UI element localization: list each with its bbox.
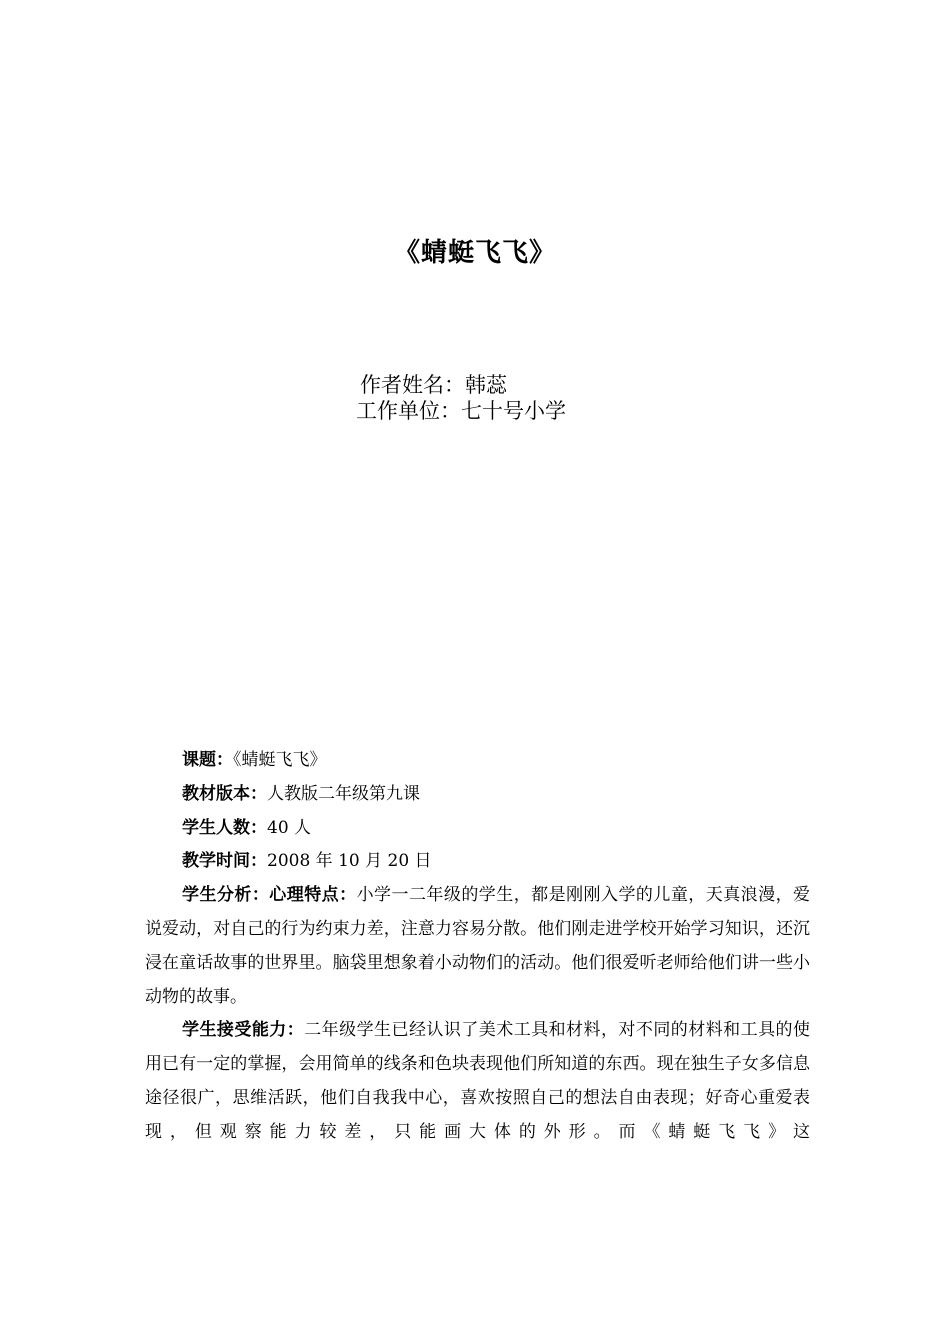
analysis-sublabel: 心理特点： [269,885,357,906]
document-title: 《蜻蜓飞飞》 [393,238,556,268]
ability-text: 二年级学生已经认识了美术工具和材料，对不同的材料和工具的使用已有一定的掌握，会用简单的线条和色块表现他们所知道的东西。现在独生子女多信息途径很广，思维活跃，他们自我我中心，喜欢按照自己的想法自由表现；好奇心重爱表现，但观察能力较差，只能画大体的外形。而《蜻蜓飞飞》这 [145,1020,811,1142]
unit-label: 工作单位： [356,399,461,423]
students-value: 40 人 [267,817,312,838]
time-label: 教学时间： [182,851,267,872]
author-line [356,372,566,398]
time-line [145,845,810,879]
analysis-text: 小学一二年级的学生，都是刚刚入学的儿童，天真浪漫，爱说爱动，对自己的行为约束力差，注意力容易分散。他们刚走进学校开始学习知识，还沉浸在童话故事的世界里。脑袋里想象着小动物们的活动。他们很爱听老师给他们讲一些小动物的故事。 [145,885,811,1007]
topic-line [145,744,810,778]
topic-value: 《蜻蜓飞飞》 [233,750,327,770]
students-line [145,812,810,846]
topic-label: 课题： [182,750,233,770]
ability-label: 学生接受能力： [182,1020,305,1041]
author-block [356,372,566,424]
students-label: 学生人数： [182,817,267,838]
edition-value: 人教版二年级第九课 [267,783,420,804]
document-body [145,744,810,1150]
author-name: 韩蕊 [465,373,507,397]
analysis-label: 学生分析： [182,885,270,906]
ability-paragraph [145,1014,810,1149]
analysis-paragraph [145,879,810,1014]
time-value: 2008 年 10 月 20 日 [267,851,432,872]
unit-name: 七十号小学 [461,399,566,423]
edition-label: 教材版本： [182,783,267,804]
unit-line [356,398,566,424]
author-label: 作者姓名： [360,373,465,397]
edition-line [145,778,810,812]
